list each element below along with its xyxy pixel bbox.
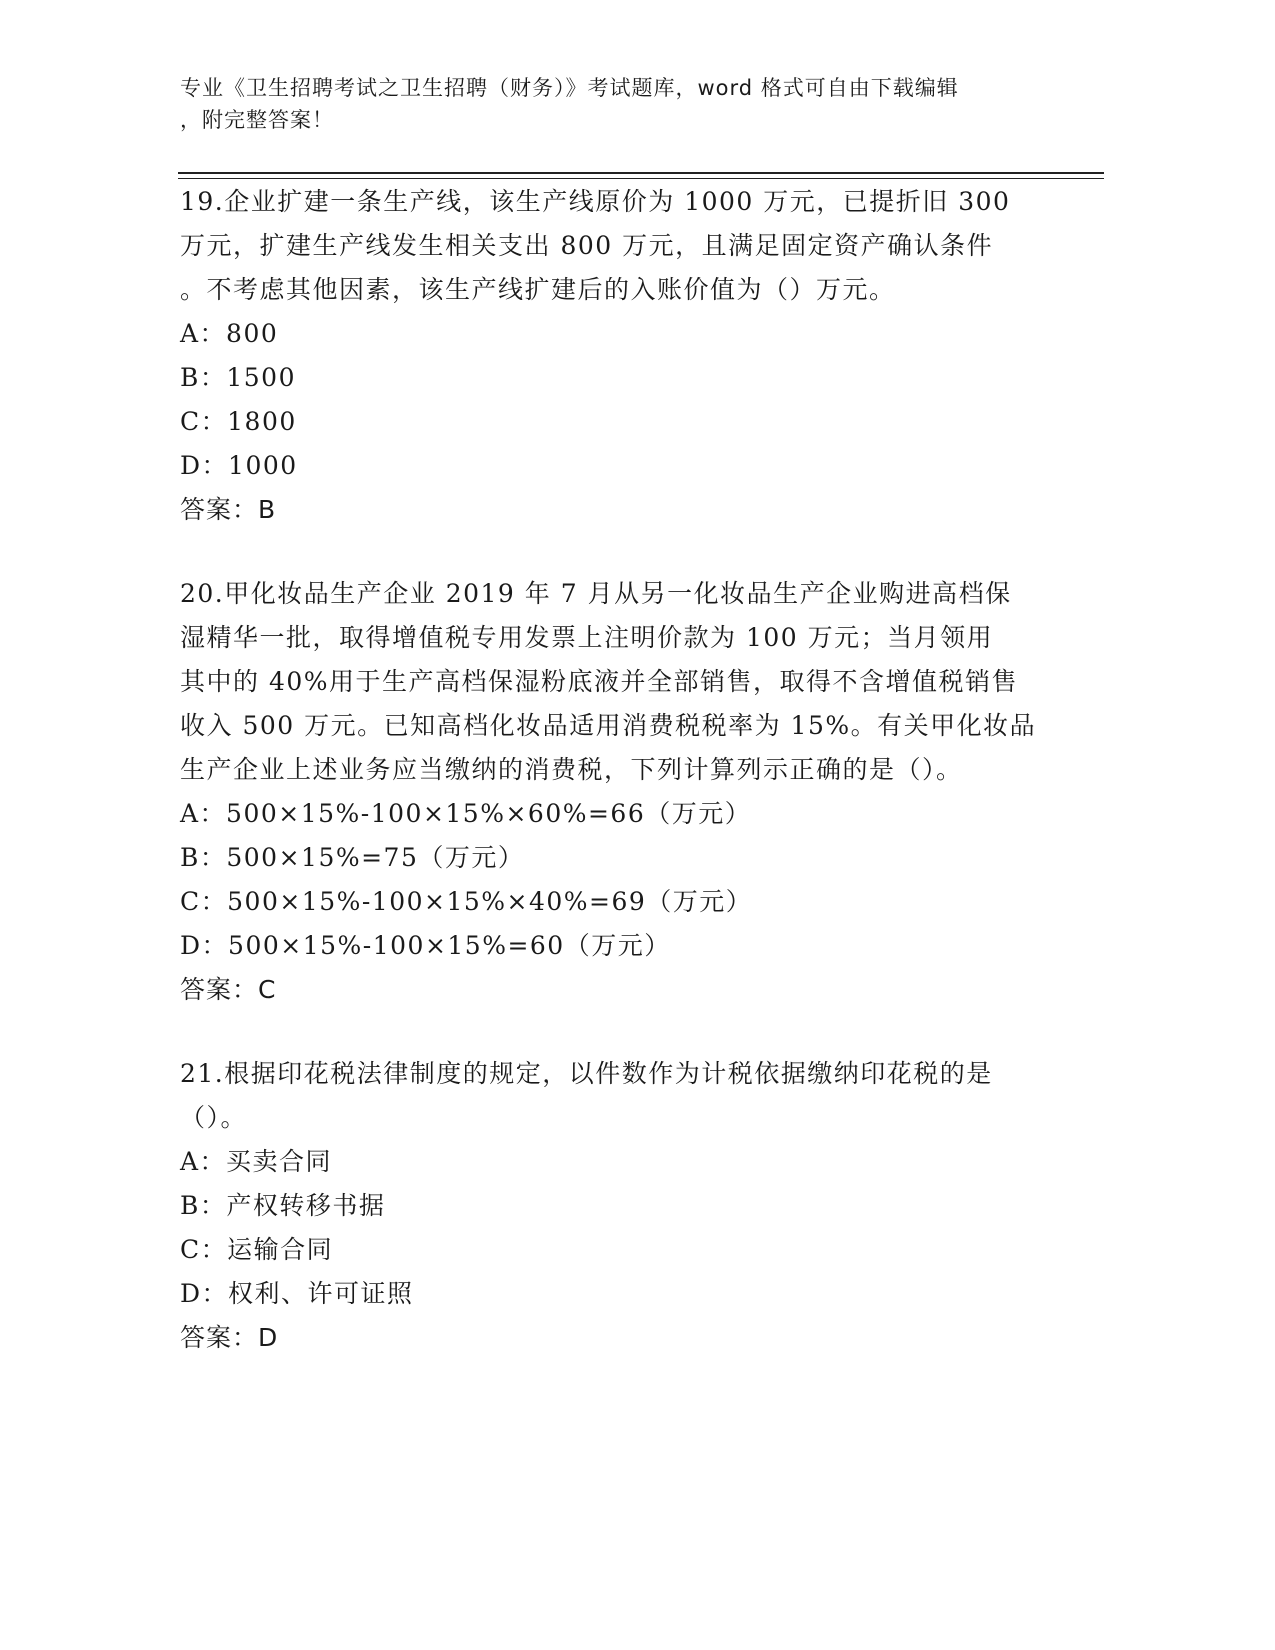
option-d: D：1000 bbox=[180, 451, 298, 480]
answer: 答案：C bbox=[180, 975, 277, 1004]
option-b: B：1500 bbox=[180, 363, 296, 392]
question-20 bbox=[180, 572, 1050, 1012]
question-text-line: 湿精华一批，取得增值税专用发票上注明价款为 100 万元；当月领用 bbox=[180, 623, 994, 652]
header-divider-thin bbox=[178, 178, 1104, 179]
option-b: B：500×15%=75（万元） bbox=[180, 843, 525, 872]
option-c: C：运输合同 bbox=[180, 1235, 334, 1264]
header-divider-thick bbox=[178, 172, 1104, 174]
question-19 bbox=[180, 180, 1050, 532]
option-c: C：1800 bbox=[180, 407, 297, 436]
document-header bbox=[180, 72, 1040, 136]
question-text-line: 其中的 40%用于生产高档保湿粉底液并全部销售，取得不含增值税销售 bbox=[180, 667, 1019, 696]
answer: 答案：D bbox=[180, 1323, 279, 1352]
answer: 答案：B bbox=[180, 495, 277, 524]
question-text-line: 19.企业扩建一条生产线，该生产线原价为 1000 万元，已提折旧 300 bbox=[180, 187, 1011, 216]
question-text-line: 。不考虑其他因素，该生产线扩建后的入账价值为（）万元。 bbox=[180, 275, 896, 304]
option-d: D：500×15%-100×15%=60（万元） bbox=[180, 931, 671, 960]
option-c: C：500×15%-100×15%×40%=69（万元） bbox=[180, 887, 753, 916]
option-a: A：买卖合同 bbox=[180, 1147, 333, 1176]
option-b: B：产权转移书据 bbox=[180, 1191, 386, 1220]
header-line: ，附完整答案！ bbox=[180, 108, 334, 132]
option-a: A：500×15%-100×15%×60%=66（万元） bbox=[180, 799, 752, 828]
question-text-line: 生产企业上述业务应当缴纳的消费税，下列计算列示正确的是（）。 bbox=[180, 755, 963, 784]
question-text-line: 收入 500 万元。已知高档化妆品适用消费税税率为 15%。有关甲化妆品 bbox=[180, 711, 1037, 740]
question-text-line: 万元，扩建生产线发生相关支出 800 万元，且满足固定资产确认条件 bbox=[180, 231, 994, 260]
header-line: 专业《卫生招聘考试之卫生招聘（财务）》考试题库，word 格式可自由下载编辑 bbox=[180, 76, 959, 100]
question-21 bbox=[180, 1052, 1050, 1360]
question-text-line: 20.甲化妆品生产企业 2019 年 7 月从另一化妆品生产企业购进高档保 bbox=[180, 579, 1012, 608]
question-text-line: （）。 bbox=[180, 1103, 248, 1132]
option-d: D：权利、许可证照 bbox=[180, 1279, 414, 1308]
option-a: A：800 bbox=[180, 319, 279, 348]
question-text-line: 21.根据印花税法律制度的规定，以件数作为计税依据缴纳印花税的是 bbox=[180, 1059, 993, 1088]
